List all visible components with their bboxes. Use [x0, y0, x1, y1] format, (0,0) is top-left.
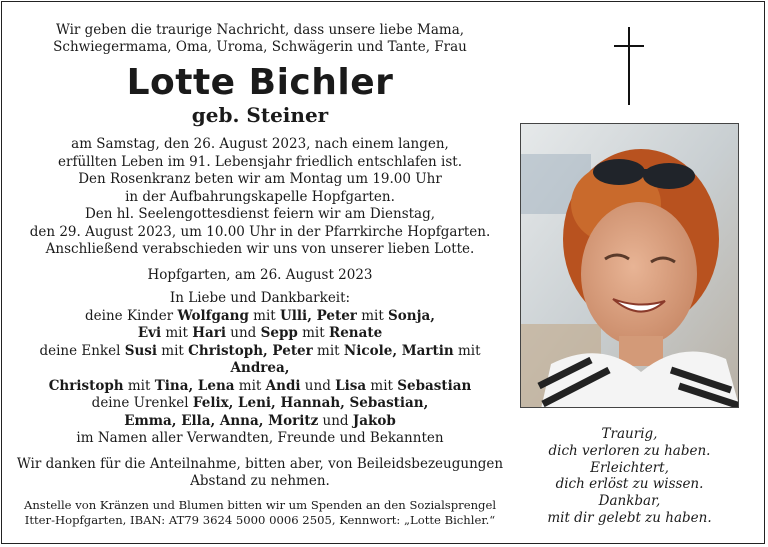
poem-line: Traurig, — [601, 426, 658, 442]
notice-line: Den Rosenkranz beten wir am Montag um 19.00 Uhr — [78, 171, 442, 187]
grandchild-name: Andi — [265, 377, 301, 394]
great-grandchildren-line — [10, 395, 510, 413]
intro-line: Schwiegermama, Oma, Uroma, Schwägerin und Tante, Frau — [53, 39, 467, 55]
thanks-line: Wir danken für die Anteilnahme, bitten aber, von Beileidsbezeugungen — [16, 455, 504, 472]
text: mit — [356, 307, 389, 324]
maiden-name: geb. Steiner — [191, 103, 329, 127]
children-line — [10, 308, 510, 326]
text: mit — [453, 342, 481, 359]
notice-line: den 29. August 2023, um 10.00 Uhr in der Pfarrkirche Hopfgarten. — [29, 223, 491, 240]
notice-line: erfüllten Leben im 91. Lebensjahr friedlich entschlafen ist. — [58, 153, 462, 170]
grandchild-name: Christoph, Peter — [188, 342, 313, 359]
notice-line: am Samstag, den 26. August 2023, nach einem langen, — [71, 136, 449, 152]
poem-line: Dankbar, — [598, 493, 661, 510]
donation-line: Itter-Hopfgarten, IBAN: AT79 3624 5000 0006 2505, Kennwort: „Lotte Bichler.“ — [24, 512, 496, 527]
great-grandchild-names: Felix, Leni, Hannah, Sebastian, — [192, 395, 429, 411]
grandchild-name: Tina, Lena — [154, 377, 235, 394]
poem-line: Erleichtert, — [590, 459, 669, 476]
grandchild-name: Sebastian — [397, 377, 472, 394]
notice-text-column — [10, 22, 510, 528]
text: deine Urenkel — [91, 395, 193, 411]
donation-line: Anstelle von Kränzen und Blumen bitten wir um Spenden an den Sozialsprengel — [23, 497, 497, 512]
intro-line: Wir geben die traurige Nachricht, dass unsere liebe Mama, — [55, 22, 465, 38]
grandchild-name: Christoph — [48, 377, 124, 394]
family-section — [10, 267, 510, 448]
child-name: Sepp — [260, 325, 298, 341]
cross-icon — [614, 27, 644, 105]
great-grandchild-names: Emma, Ella, Anna, Moritz — [124, 412, 319, 429]
child-name: Sonja, — [388, 307, 435, 324]
child-name: Hari — [192, 325, 226, 341]
donation-text — [10, 498, 510, 528]
relatives-line: im Namen aller Verwandten, Freunde und Bekannten — [76, 430, 444, 446]
great-grandchildren-line — [10, 413, 510, 431]
place-date: Hopfgarten, am 26. August 2023 — [147, 266, 373, 283]
text: deine Kinder — [85, 307, 178, 324]
text: und — [318, 412, 353, 429]
great-grandchild-name: Jakob — [352, 412, 396, 429]
text: mit — [234, 377, 266, 394]
text: mit — [297, 325, 329, 341]
children-line — [10, 325, 510, 343]
grandchild-name: Andrea, — [230, 360, 290, 376]
text: mit — [161, 325, 193, 341]
text: mit — [157, 342, 189, 359]
notice-line: Den hl. Seelengottesdienst feiern wir am Dienstag, — [84, 206, 436, 222]
text: mit — [366, 377, 398, 394]
poem-line: dich erlöst zu wissen. — [555, 476, 704, 493]
text: mit — [123, 377, 155, 394]
grandchild-name: Lisa — [335, 377, 367, 394]
portrait-photo — [520, 123, 739, 408]
poem — [520, 426, 739, 527]
deceased-name: Lotte Bichler — [126, 62, 394, 103]
child-name: Ulli, Peter — [280, 307, 357, 324]
announcement-text — [10, 136, 510, 259]
intro-text — [10, 22, 510, 56]
notice-line: Anschließend verabschieden wir uns von unserer lieben Lotte. — [45, 241, 475, 257]
text: mit — [248, 307, 281, 324]
thanks-line: Abstand zu nehmen. — [190, 473, 330, 489]
grandchild-name: Susi — [124, 342, 157, 359]
text: und — [300, 377, 336, 394]
child-name: Wolfgang — [177, 307, 249, 324]
grandchild-name: Nicole, Martin — [343, 342, 454, 359]
text: mit — [312, 342, 344, 359]
poem-line: mit dir gelebt zu haben. — [547, 509, 712, 526]
in-love-line: In Liebe und Dankbarkeit: — [169, 290, 351, 306]
thanks-text — [10, 456, 510, 491]
text: deine Enkel — [39, 342, 125, 359]
child-name: Evi — [137, 325, 162, 341]
grandchildren-line — [10, 378, 510, 396]
grandchildren-line — [10, 343, 510, 378]
child-name: Renate — [328, 325, 383, 341]
text: und — [225, 325, 261, 341]
notice-line: in der Aufbahrungskapelle Hopfgarten. — [125, 188, 395, 205]
poem-line: dich verloren zu haben. — [548, 442, 711, 459]
